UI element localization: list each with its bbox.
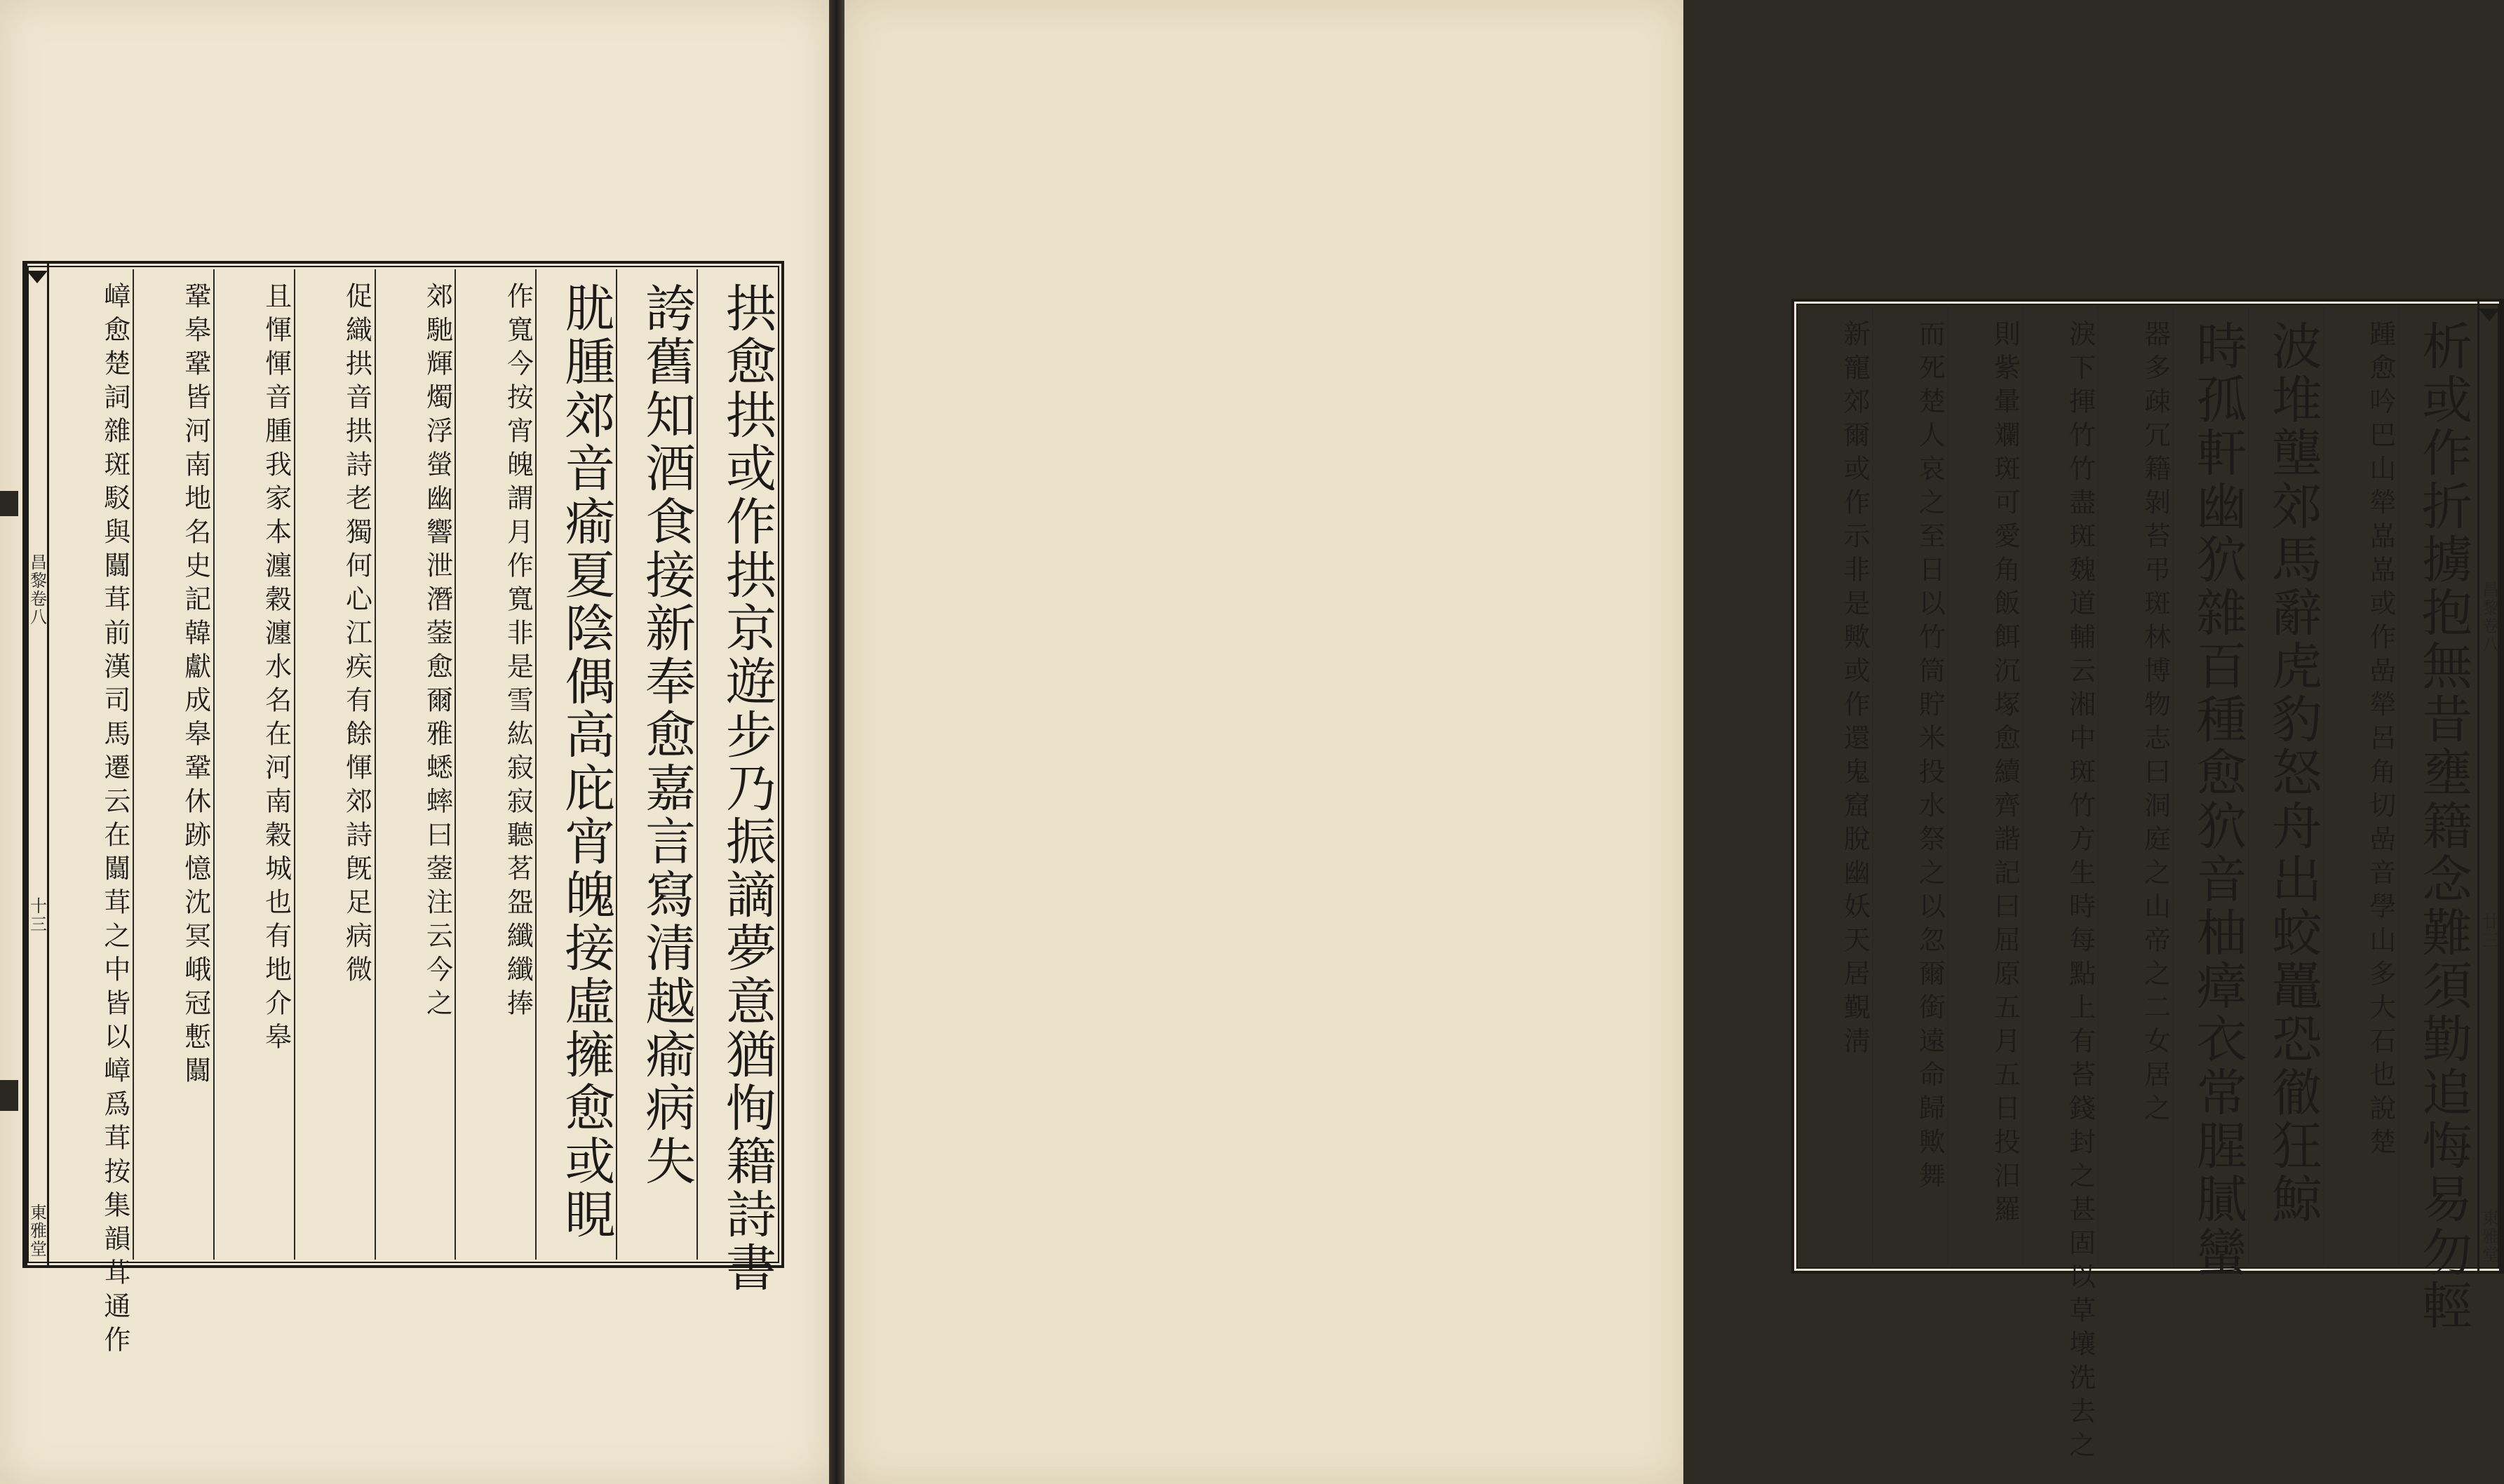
text-column: 則紫暈斕斑可愛角飯餌沉塚愈續齊諧記曰屈原五月五日投汨羅 xyxy=(1947,307,2022,1265)
text-column: 鞏皋鞏皆河南地名史記韓獻成皋鞏休跡憶沈冥峨冠慙闒 xyxy=(133,269,213,1260)
banxin-title: 昌黎卷八 xyxy=(2479,581,2499,654)
edge-tab-lower xyxy=(0,1080,18,1111)
folio-number: 廿三 xyxy=(2479,913,2499,950)
left-banxin xyxy=(25,264,49,1265)
text-column: 器多疎冗籍剝苔弔斑林博物志曰洞庭之山帝之二女居之 xyxy=(2097,307,2172,1265)
text-column: 踵愈吟巴山犖嵓嵓或作嵒犖呂角切嵒音學山多大石也說楚 xyxy=(2323,307,2398,1265)
text-column: 嶂愈楚詞雜斑駁與闒茸前漢司馬遷云在闒茸之中皆以嶂爲茸按集韻茸通作 xyxy=(99,282,130,1359)
hall-name: 東雅堂 xyxy=(2479,1209,2499,1264)
text-column: 且惲惲音腫我家本瀍穀瀍水名在河南穀城也有地介皋 xyxy=(213,269,294,1260)
book-gutter xyxy=(829,0,844,1484)
right-text-frame xyxy=(1791,299,2504,1464)
text-column: 而死楚人哀之至日以竹筒貯米投水祭之以忽爾銜遠命歸歟舞 xyxy=(1872,307,1947,1265)
text-column: 促織拱音拱詩老獨何心江疾有餘惲郊詩旣足病微 xyxy=(294,269,375,1260)
text-column: 淚下揮竹竹盡斑魏道輔云湘中斑竹方生時每點上有苔錢封之甚固以草壤洗去之 xyxy=(2022,307,2097,1265)
hall-name: 東雅堂 xyxy=(27,1203,47,1258)
folio-number: 十三 xyxy=(27,896,47,933)
text-column: 波堆壟郊馬辭虎豹怒舟出蛟鼉恐徹狂鯨 xyxy=(2248,307,2323,1265)
text-column: 作寬今按宵魄謂月作寬非是雪紘寂寂聽茗盌纖纖捧 xyxy=(455,269,535,1260)
fishtail-mark-top xyxy=(2479,309,2500,321)
left-text-frame xyxy=(22,261,784,1359)
right-banxin xyxy=(2477,302,2501,1271)
text-column: 時孤軒幽狖雜百種愈狖音柚瘴衣常腥膩蠻 xyxy=(2173,307,2248,1265)
right-columns xyxy=(1798,307,2473,1464)
fishtail-mark-top xyxy=(27,271,48,283)
text-column: 肬腫郊音瘉夏陰偶高庇宵魄接虛擁愈或睍 xyxy=(535,269,616,1260)
text-column: 誇舊知酒食接新奉愈嘉言寫清越瘉病失 xyxy=(616,269,696,1260)
banxin-title: 昌黎卷八 xyxy=(27,553,47,627)
text-column: 拱愈拱或作拱京遊步乃振謫夢意猶恂籍詩書 xyxy=(696,269,777,1260)
text-column: 析或作折擄抱無昔壅籍念難須勤追悔易勿輕 xyxy=(2398,307,2473,1265)
left-columns xyxy=(53,269,777,1359)
edge-tab-upper xyxy=(0,491,18,516)
right-page xyxy=(844,0,2499,1484)
left-page xyxy=(0,0,829,1484)
text-column: 郊馳輝燭浮螢幽響泄潛蓥愈爾雅蟋蟀曰蓥注云今之 xyxy=(375,269,455,1260)
text-column: 新寵郊爾或作示非是歟或作還鬼窟脫幽妖天居覲淸 xyxy=(1839,320,1871,1060)
